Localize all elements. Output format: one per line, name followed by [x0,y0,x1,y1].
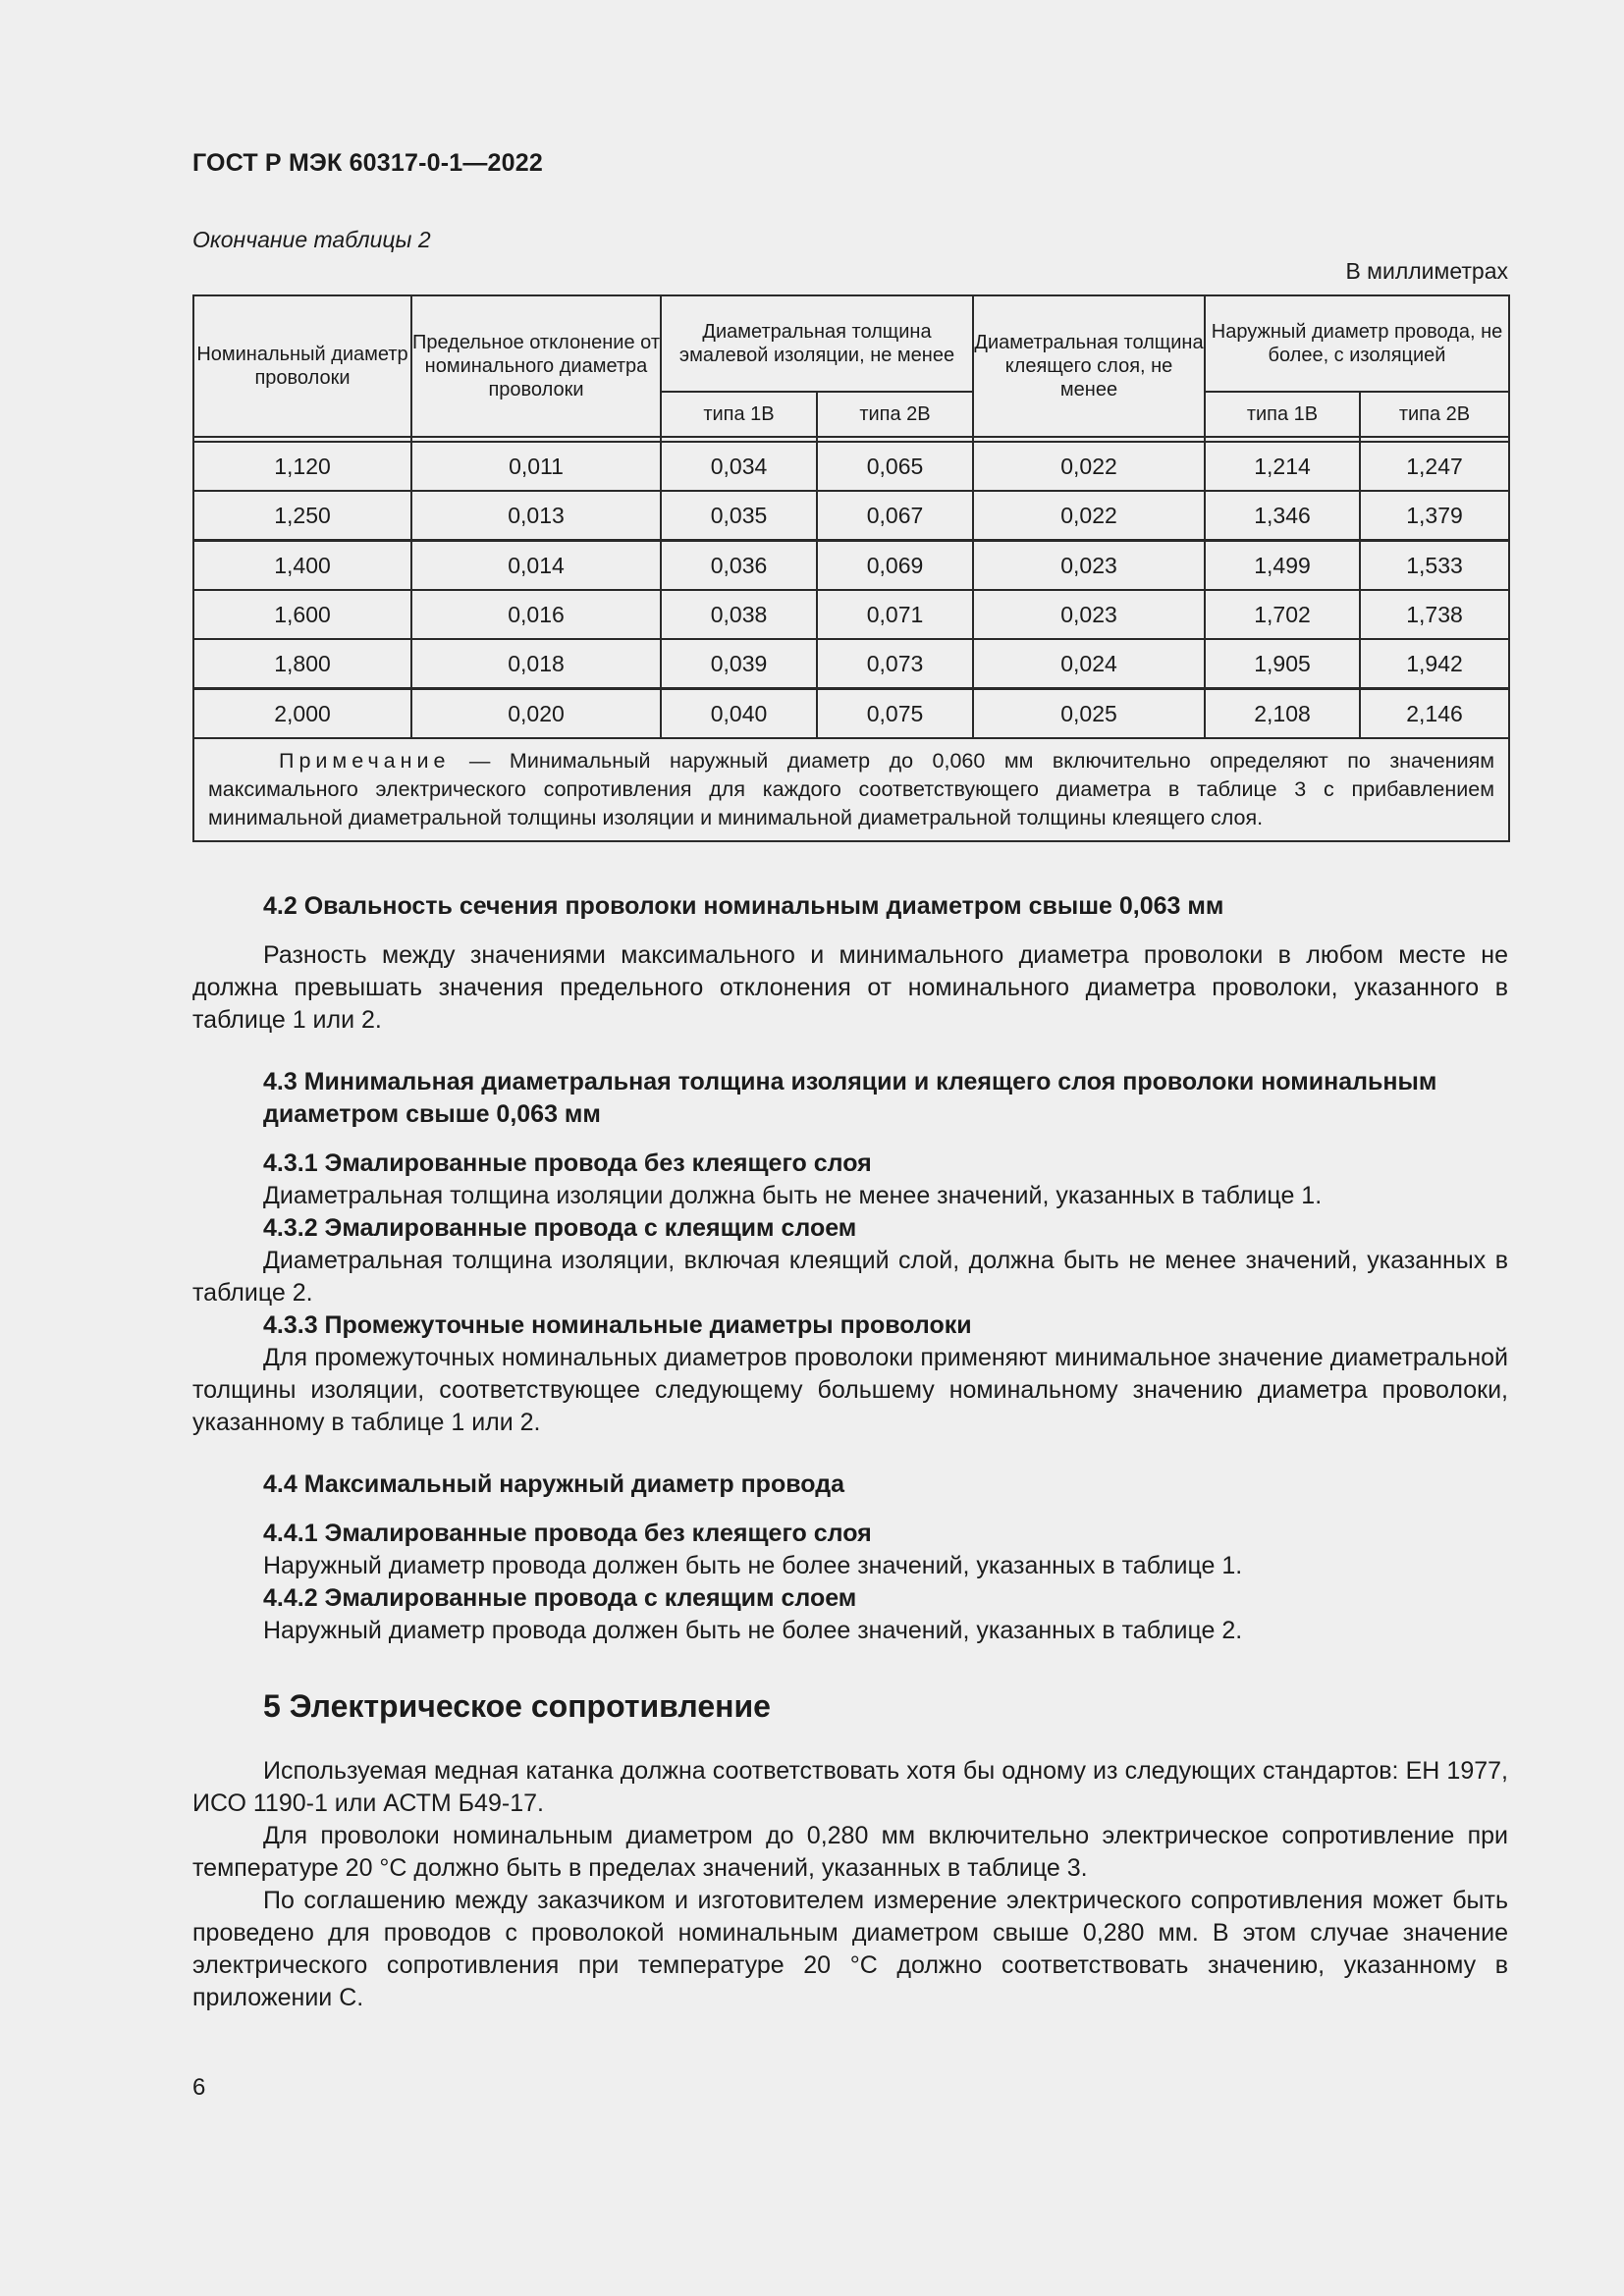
cell: 1,600 [193,590,411,639]
cell: 0,036 [661,541,817,591]
cell: 0,039 [661,639,817,689]
header-enamel-thickness: Диаметральная толщина эмалевой изоляции, не менее [661,295,973,392]
header-nominal-diameter: Номинальный диаметр проволоки [193,295,411,437]
document-header: ГОСТ Р МЭК 60317-0-1—2022 [192,149,543,177]
table-row [193,541,1509,591]
header-enamel-type2: типа 2В [817,392,973,437]
cell: 0,014 [411,541,661,591]
document-body [192,890,1508,2014]
cell: 1,905 [1205,639,1360,689]
header-outer-type1: типа 1В [1205,392,1360,437]
note-text: — Минимальный наружный диаметр до 0,060 мм включительно определяют по значениям максимального электрического сопротивления для каждого соответствующего диаметра в таблице 3 с прибавлением минимальной диаметральной толщины изоляции и минимальной диаметральной толщины клеящего слоя. [208,749,1494,829]
section-5-paragraph: По соглашению между заказчиком и изготовителем измерение электрического сопротивления может быть проведено для проводов с проволокой номинальным диаметром свыше 0,280 мм. В этом случае значение электрического сопротивления при температуре 20 °С должно соответствовать значению, указанному в приложении С. [192,1887,1508,2011]
section-4-2-heading: 4.2 Овальность сечения проволоки номинальным диаметром свыше 0,063 мм [263,892,1224,920]
cell: 0,040 [661,689,817,739]
cell: 1,214 [1205,442,1360,491]
table-row [193,639,1509,689]
cell: 1,738 [1360,590,1509,639]
table-row [193,442,1509,491]
section-4-3-heading: 4.3 Минимальная диаметральная толщина изоляции и клеящего слоя проволоки номинальным диаметром свыше 0,063 мм [263,1068,1437,1128]
cell: 1,942 [1360,639,1509,689]
note-label: Примечание [279,749,451,773]
cell: 0,013 [411,491,661,541]
cell: 0,067 [817,491,973,541]
section-4-3-3-text: Для промежуточных номинальных диаметров проволоки применяют минимальное значение диаметральной толщины изоляции, соответствующее следующему большему номинальному значению диаметра проволоки, указанному в таблице 1 или 2. [192,1344,1508,1436]
cell: 0,022 [973,491,1205,541]
section-4-3-3-heading: 4.3.3 Промежуточные номинальные диаметры проволоки [263,1311,972,1339]
cell: 1,702 [1205,590,1360,639]
section-5-heading: 5 Электрическое сопротивление [263,1688,771,1724]
table-caption: Окончание таблицы 2 [192,227,431,252]
cell: 0,035 [661,491,817,541]
table-row [193,590,1509,639]
cell: 2,000 [193,689,411,739]
section-4-4-2-heading: 4.4.2 Эмалированные провода с клеящим слоем [263,1584,857,1612]
header-bond-thickness: Диаметральная толщина клеящего слоя, не менее [973,295,1205,437]
cell: 1,120 [193,442,411,491]
section-4-3-2-heading: 4.3.2 Эмалированные провода с клеящим слоем [263,1214,857,1242]
section-4-4-2-text: Наружный диаметр провода должен быть не более значений, указанных в таблице 2. [263,1617,1243,1644]
cell: 1,800 [193,639,411,689]
cell: 0,023 [973,590,1205,639]
cell: 0,023 [973,541,1205,591]
cell: 0,065 [817,442,973,491]
table-units: В миллиметрах [1345,258,1508,284]
cell: 0,069 [817,541,973,591]
cell: 2,146 [1360,689,1509,739]
section-4-3-1-text: Диаметральная толщина изоляции должна быть не менее значений, указанных в таблице 1. [263,1182,1323,1209]
cell: 1,400 [193,541,411,591]
table-note [193,738,1509,841]
cell: 0,034 [661,442,817,491]
header-enamel-type1: типа 1В [661,392,817,437]
cell: 0,073 [817,639,973,689]
cell: 0,018 [411,639,661,689]
cell: 0,024 [973,639,1205,689]
cell: 0,025 [973,689,1205,739]
cell: 1,499 [1205,541,1360,591]
page-number: 6 [192,2074,206,2101]
cell: 0,016 [411,590,661,639]
cell: 2,108 [1205,689,1360,739]
cell: 0,075 [817,689,973,739]
section-4-4-heading: 4.4 Максимальный наружный диаметр провода [263,1470,844,1498]
cell: 0,071 [817,590,973,639]
header-outer-type2: типа 2В [1360,392,1509,437]
header-deviation: Предельное отклонение от номинального диаметра проволоки [411,295,661,437]
data-table [192,294,1510,842]
cell: 0,011 [411,442,661,491]
section-5-paragraph: Для проволоки номинальным диаметром до 0,280 мм включительно электрическое сопротивление при температуре 20 °С должно быть в пределах значений, указанных в таблице 3. [192,1822,1508,1882]
section-4-3-1-heading: 4.3.1 Эмалированные провода без клеящего слоя [263,1149,872,1177]
cell: 0,038 [661,590,817,639]
section-4-4-1-text: Наружный диаметр провода должен быть не более значений, указанных в таблице 1. [263,1552,1243,1579]
cell: 1,250 [193,491,411,541]
section-4-3-2-text: Диаметральная толщина изоляции, включая клеящий слой, должна быть не менее значений, указанных в таблице 2. [192,1247,1508,1307]
table-row [193,689,1509,739]
cell: 0,020 [411,689,661,739]
section-5-paragraph: Используемая медная катанка должна соответствовать хотя бы одному из следующих стандартов: ЕН 1977, ИСО 1190-1 или АСТМ Б49-17. [192,1757,1508,1817]
cell: 0,022 [973,442,1205,491]
section-4-2-text: Разность между значениями максимального и минимального диаметра проволоки в любом месте не должна превышать значения предельного отклонения от номинального диаметра проволоки, указанного в таблице 1 или 2. [192,941,1508,1034]
cell: 1,346 [1205,491,1360,541]
section-4-4-1-heading: 4.4.1 Эмалированные провода без клеящего слоя [263,1520,872,1547]
header-outer-diameter: Наружный диаметр провода, не более, с изоляцией [1205,295,1509,392]
table-row [193,491,1509,541]
cell: 1,379 [1360,491,1509,541]
cell: 1,247 [1360,442,1509,491]
cell: 1,533 [1360,541,1509,591]
